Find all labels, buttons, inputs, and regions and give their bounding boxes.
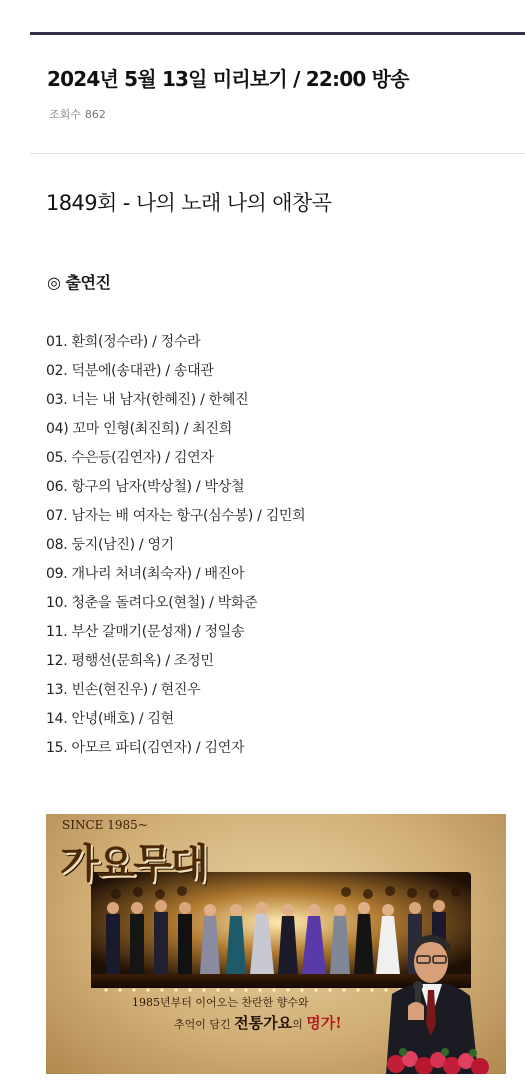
episode-heading: 1849회 - 나의 노래 나의 애창곡 [46, 191, 332, 215]
header-divider [30, 153, 525, 154]
view-count-label: 조회수 [49, 108, 81, 121]
banner-since-text: SINCE 1985~ [62, 818, 148, 832]
song-list [46, 332, 305, 767]
view-count-number: 862 [84, 108, 106, 121]
banner-tagline-b: 전통가요 [234, 1014, 293, 1032]
song-item: 09. 개나리 처녀(최숙자) / 배진아 [46, 566, 245, 582]
song-item: 04) 꼬마 인형(최진희) / 최진희 [46, 421, 232, 437]
view-count [49, 106, 106, 122]
song-item: 08. 둥지(남진) / 영기 [46, 537, 174, 553]
banner-tagline-line1: 1985년부터 이어오는 찬란한 향수와 [132, 996, 309, 1009]
song-item: 07. 남자는 배 여자는 항구(심수봉) / 김민희 [46, 508, 306, 524]
banner-tagline-d: 명가! [306, 1014, 342, 1032]
banner-tagline-line2 [174, 1012, 342, 1033]
song-item: 03. 너는 내 남자(한혜진) / 한혜진 [46, 392, 249, 408]
song-item: 13. 빈손(현진우) / 현진우 [46, 682, 201, 698]
header-top-border [30, 32, 525, 35]
song-item: 15. 아모르 파티(김연자) / 김연자 [46, 740, 245, 756]
song-item: 02. 덕분에(송대관) / 송대관 [46, 363, 214, 379]
song-item: 11. 부산 갈매기(문성재) / 정일송 [46, 624, 245, 640]
cast-heading: ◎ 출연진 [47, 273, 111, 292]
song-item: 05. 수은등(김연자) / 김연자 [46, 450, 214, 466]
song-item: 10. 청춘을 돌려다오(현철) / 박화준 [46, 595, 258, 611]
banner-tagline-c: 의 [292, 1018, 303, 1031]
post-title: 2024년 5월 13일 미리보기 / 22:00 방송 [47, 67, 409, 91]
song-item: 14. 안녕(배호) / 김현 [46, 711, 174, 727]
song-item: 06. 항구의 남자(박상철) / 박상철 [46, 479, 245, 495]
program-banner-image [46, 814, 506, 1074]
song-item: 12. 평행선(문희옥) / 조정민 [46, 653, 214, 669]
banner-tagline-a: 추억이 담긴 [174, 1018, 231, 1031]
song-item: 01. 환희(정수라) / 정수라 [46, 334, 201, 350]
banner-logo: 가요무대 [60, 840, 207, 887]
